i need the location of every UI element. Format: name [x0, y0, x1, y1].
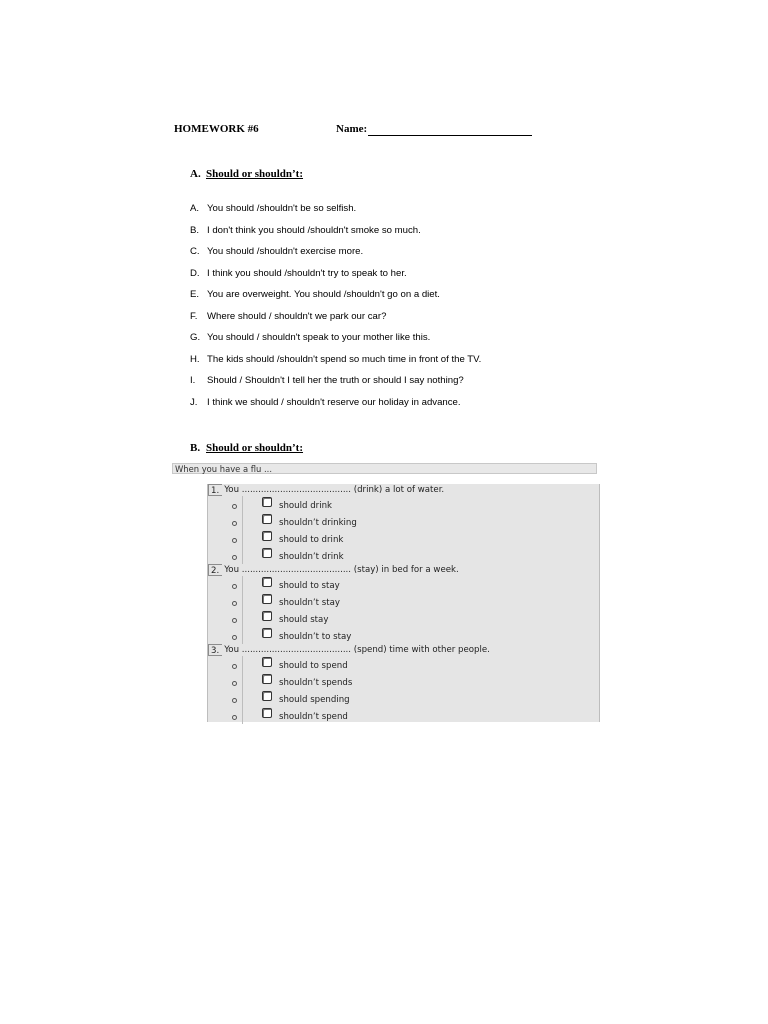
- option-label: shouldn’t spends: [279, 678, 353, 688]
- section-a-list: [190, 203, 481, 418]
- item-text: Where should / shouldn't we park our car?: [207, 310, 387, 322]
- list-item: [190, 311, 481, 333]
- radio-button-icon[interactable]: [262, 691, 272, 701]
- question-text: You ........................................ (spend) time with other people.: [224, 645, 490, 655]
- radio-button-icon[interactable]: [262, 594, 272, 604]
- item-text: I don't think you should /shouldn't smoke so much.: [207, 224, 421, 236]
- answer-option[interactable]: [243, 496, 599, 513]
- option-label: should to spend: [279, 661, 348, 671]
- option-label: shouldn’t drinking: [279, 518, 357, 528]
- answer-option[interactable]: [243, 593, 599, 610]
- option-label: should to drink: [279, 535, 344, 545]
- option-label: should to stay: [279, 581, 340, 591]
- list-item: [190, 375, 481, 397]
- homework-title: HOMEWORK #6: [174, 123, 259, 135]
- answer-option[interactable]: [243, 610, 599, 627]
- list-item: [190, 225, 481, 247]
- section-a-heading: [190, 168, 303, 180]
- item-text: The kids should /shouldn't spend so much time in front of the TV.: [207, 353, 482, 365]
- question-1: [208, 484, 599, 564]
- item-label: J.: [190, 396, 198, 408]
- section-a-letter: A.: [190, 168, 201, 180]
- option-label: should drink: [279, 501, 333, 511]
- list-item: [190, 246, 481, 268]
- list-item: [190, 268, 481, 290]
- list-item: [190, 354, 481, 376]
- answer-option[interactable]: [243, 673, 599, 690]
- radio-button-icon[interactable]: [262, 514, 272, 524]
- question-number: 3.: [208, 644, 222, 656]
- option-label: shouldn’t spend: [279, 712, 348, 722]
- radio-button-icon[interactable]: [262, 611, 272, 621]
- question-stem: [208, 484, 599, 496]
- answer-option[interactable]: [243, 547, 599, 564]
- bullet-icon: [232, 584, 237, 589]
- question-number: 2.: [208, 564, 222, 576]
- section-a-title: Should or shouldn’t:: [206, 168, 304, 180]
- item-label: I.: [190, 375, 196, 386]
- bullet-icon: [232, 698, 237, 703]
- list-item: [190, 289, 481, 311]
- question-text: You ........................................ (drink) a lot of water.: [224, 485, 445, 495]
- multiple-choice-quiz: [207, 484, 600, 722]
- item-label: H.: [190, 353, 200, 365]
- question-2: [208, 564, 599, 644]
- item-text: Should / Shouldn't I tell her the truth or should I say nothing?: [207, 375, 464, 386]
- item-label: D.: [190, 267, 200, 279]
- option-list: [242, 656, 599, 724]
- list-item: [190, 397, 481, 419]
- radio-button-icon[interactable]: [262, 577, 272, 587]
- section-b-letter: B.: [190, 442, 201, 454]
- bullet-icon: [232, 681, 237, 686]
- radio-button-icon[interactable]: [262, 708, 272, 718]
- radio-button-icon[interactable]: [262, 548, 272, 558]
- radio-button-icon[interactable]: [262, 657, 272, 667]
- item-label: A.: [190, 203, 200, 214]
- bullet-icon: [232, 618, 237, 623]
- bullet-icon: [232, 635, 237, 640]
- bullet-icon: [232, 601, 237, 606]
- bullet-icon: [232, 555, 237, 560]
- option-label: shouldn’t stay: [279, 598, 340, 608]
- item-text: I think you should /shouldn't try to speak to her.: [207, 267, 407, 279]
- item-text: You should /shouldn't exercise more.: [207, 246, 364, 257]
- name-field: [336, 123, 532, 136]
- question-stem: [208, 564, 599, 576]
- name-label: Name:: [336, 123, 368, 135]
- bullet-icon: [232, 715, 237, 720]
- option-label: shouldn’t drink: [279, 552, 344, 562]
- list-item: [190, 203, 481, 225]
- question-3: [208, 644, 599, 724]
- bullet-icon: [232, 538, 237, 543]
- option-list: [242, 576, 599, 644]
- item-label: G.: [190, 332, 201, 343]
- name-blank-line: [368, 123, 532, 136]
- item-text: You should / shouldn't speak to your mother like this.: [207, 332, 431, 343]
- list-item: [190, 332, 481, 354]
- item-label: F.: [190, 310, 198, 322]
- quiz-intro-bar: When you have a flu ...: [172, 463, 597, 474]
- radio-button-icon[interactable]: [262, 628, 272, 638]
- radio-button-icon[interactable]: [262, 531, 272, 541]
- question-stem: [208, 644, 599, 656]
- answer-option[interactable]: [243, 576, 599, 593]
- radio-button-icon[interactable]: [262, 674, 272, 684]
- question-text: You ........................................ (stay) in bed for a week.: [224, 565, 459, 575]
- answer-option[interactable]: [243, 513, 599, 530]
- answer-option[interactable]: [243, 656, 599, 673]
- item-label: C.: [190, 246, 200, 257]
- section-b-title: Should or shouldn’t:: [206, 442, 304, 454]
- question-number: 1.: [208, 484, 222, 496]
- item-text: You should /shouldn't be so selfish.: [207, 203, 357, 214]
- bullet-icon: [232, 521, 237, 526]
- answer-option[interactable]: [243, 627, 599, 644]
- option-label: should spending: [279, 695, 350, 705]
- item-label: E.: [190, 289, 200, 300]
- option-label: shouldn’t to stay: [279, 632, 352, 642]
- section-b-heading: [190, 442, 303, 454]
- option-list: [242, 496, 599, 564]
- item-label: B.: [190, 224, 200, 236]
- item-text: I think we should / shouldn't reserve our holiday in advance.: [207, 396, 461, 408]
- bullet-icon: [232, 664, 237, 669]
- bullet-icon: [232, 504, 237, 509]
- option-label: should stay: [279, 615, 329, 625]
- answer-option[interactable]: [243, 707, 599, 724]
- radio-button-icon[interactable]: [262, 497, 272, 507]
- answer-option[interactable]: [243, 530, 599, 547]
- answer-option[interactable]: [243, 690, 599, 707]
- item-text: You are overweight. You should /shouldn't go on a diet.: [207, 289, 440, 300]
